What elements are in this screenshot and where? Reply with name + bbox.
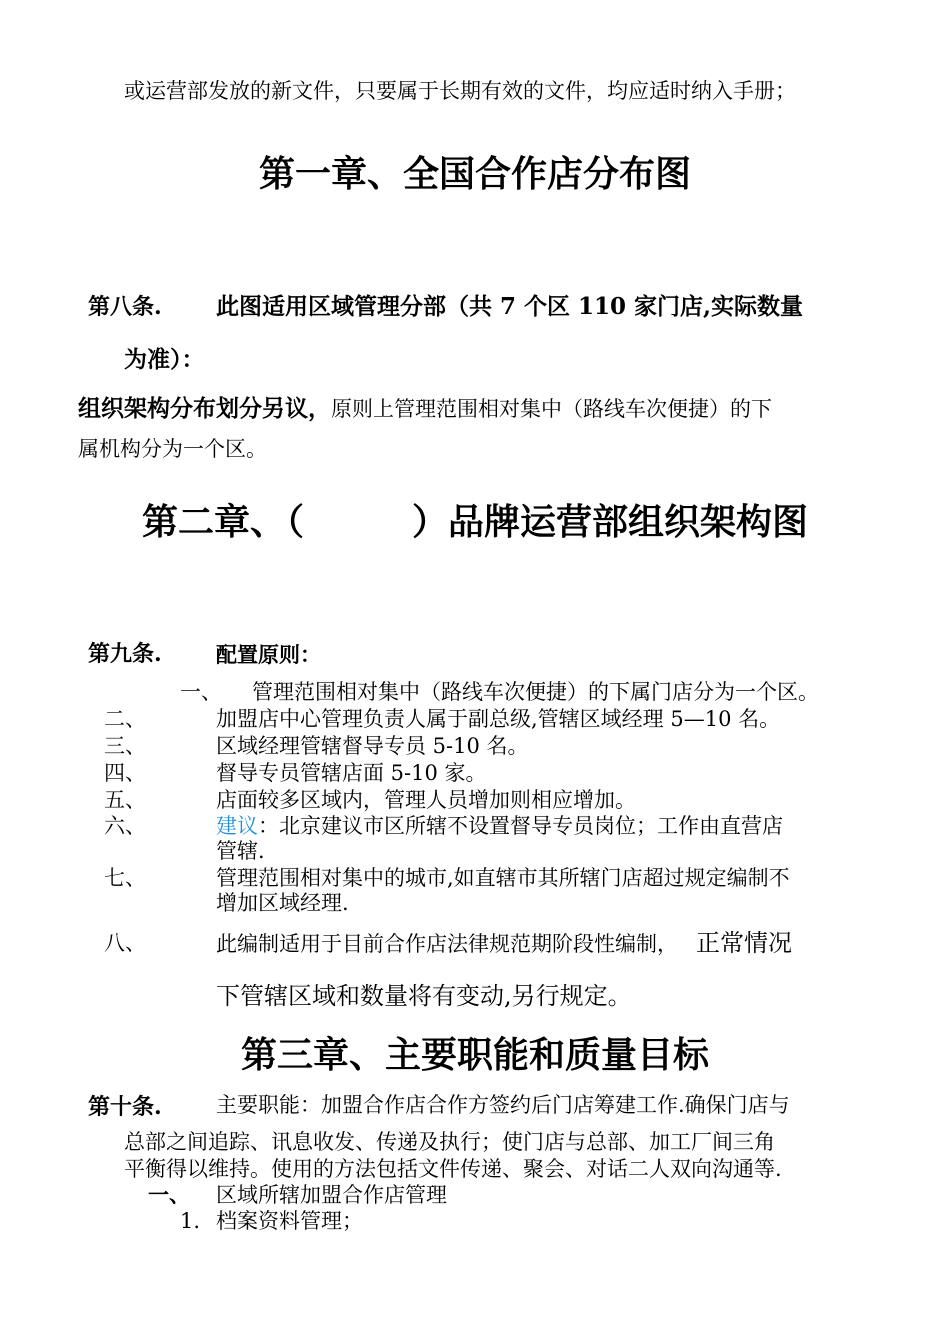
article10-sub-item-num: 1. <box>180 1209 201 1233</box>
article8-para-rest1: 原则上管理范围相对集中（路线车次便捷）的下 <box>331 397 772 421</box>
article10-label: 第十条. <box>88 1094 162 1120</box>
article9-item6-line2: 管辖. <box>216 839 265 863</box>
article9-item8-line2: 下管辖区域和数量将有变动,另行规定。 <box>216 982 632 1010</box>
article9-item2-text: 加盟店中心管理负责人属于副总级,管辖区域经理 5—10 名。 <box>216 707 781 731</box>
article9-item6-line1 <box>216 811 783 841</box>
article9-item7-num: 七、 <box>104 866 146 890</box>
article9-item7-line2: 增加区域经理. <box>216 891 349 915</box>
article9-item1-num: 一、 <box>180 680 222 704</box>
article9-item6-num: 六、 <box>104 814 146 838</box>
article9-heading: 配置原则： <box>216 642 321 667</box>
article9-item5-num: 五、 <box>104 788 146 812</box>
article9-item3-text: 区域经理管辖督导专员 5-10 名。 <box>216 734 529 758</box>
article9-item7-line1: 管理范围相对集中的城市,如直辖市其所辖门店超过规定编制不 <box>216 866 790 890</box>
article9-item5-text: 店面较多区域内，管理人员增加则相应增加。 <box>216 788 636 812</box>
intro-line: 或运营部发放的新文件，只要属于长期有效的文件，均应适时纳入手册； <box>124 79 796 103</box>
article10-text-line3: 平衡得以维持。使用的方法包括文件传递、聚会、对话二人双向沟通等. <box>124 1157 782 1181</box>
article8-text-line2: 为准）： <box>124 346 205 373</box>
article9-item2-num: 二、 <box>104 707 146 731</box>
chapter1-title: 第一章、全国合作店分布图 <box>258 153 691 195</box>
article8-para-rest2: 属机构分为一个区。 <box>78 437 267 461</box>
article10-text-line1: 主要职能：加盟合作店合作方签约后门店筹建工作.确保门店与 <box>216 1093 790 1117</box>
article10-text-line2: 总部之间追踪、讯息收发、传递及执行；使门店与总部、加工厂间三角 <box>124 1130 775 1154</box>
article9-item6-text: ：北京建议市区所辖不设置督导专员岗位；工作由直营店 <box>258 814 783 838</box>
chapter2-title: 第二章、（ ）品牌运营部组织架构图 <box>141 501 808 543</box>
article8-paragraph <box>78 394 772 424</box>
article9-item8-text: 此编制适用于目前合作店法律规范期阶段性编制， <box>216 932 678 956</box>
article9-item3-num: 三、 <box>104 734 146 758</box>
article9-item8-extra: 正常情况 <box>696 929 792 957</box>
article9-item8-num: 八、 <box>104 931 146 955</box>
suggestion-link[interactable]: 建议 <box>216 814 258 838</box>
article9-item4-num: 四、 <box>104 761 146 785</box>
article8-text-line1: 此图适用区域管理分部（共 7 个区 110 家门店,实际数量 <box>216 293 804 320</box>
article10-sub-text: 区域所辖加盟合作店管理 <box>216 1183 447 1207</box>
chapter3-title: 第三章、主要职能和质量目标 <box>240 1034 709 1076</box>
article9-item1-text: 管理范围相对集中（路线车次便捷）的下属门店分为一个区。 <box>252 680 819 704</box>
article9-item8-line1 <box>216 928 792 959</box>
article10-sub-item-text: 档案资料管理； <box>216 1209 363 1233</box>
article9-item4-text: 督导专员管辖店面 5-10 家。 <box>216 761 487 785</box>
article8-para-bold: 组织架构分布划分另议， <box>78 395 331 422</box>
article9-label: 第九条. <box>88 641 162 667</box>
article8-label: 第八条. <box>88 294 162 320</box>
article10-sub-num: 一、 <box>148 1182 190 1207</box>
